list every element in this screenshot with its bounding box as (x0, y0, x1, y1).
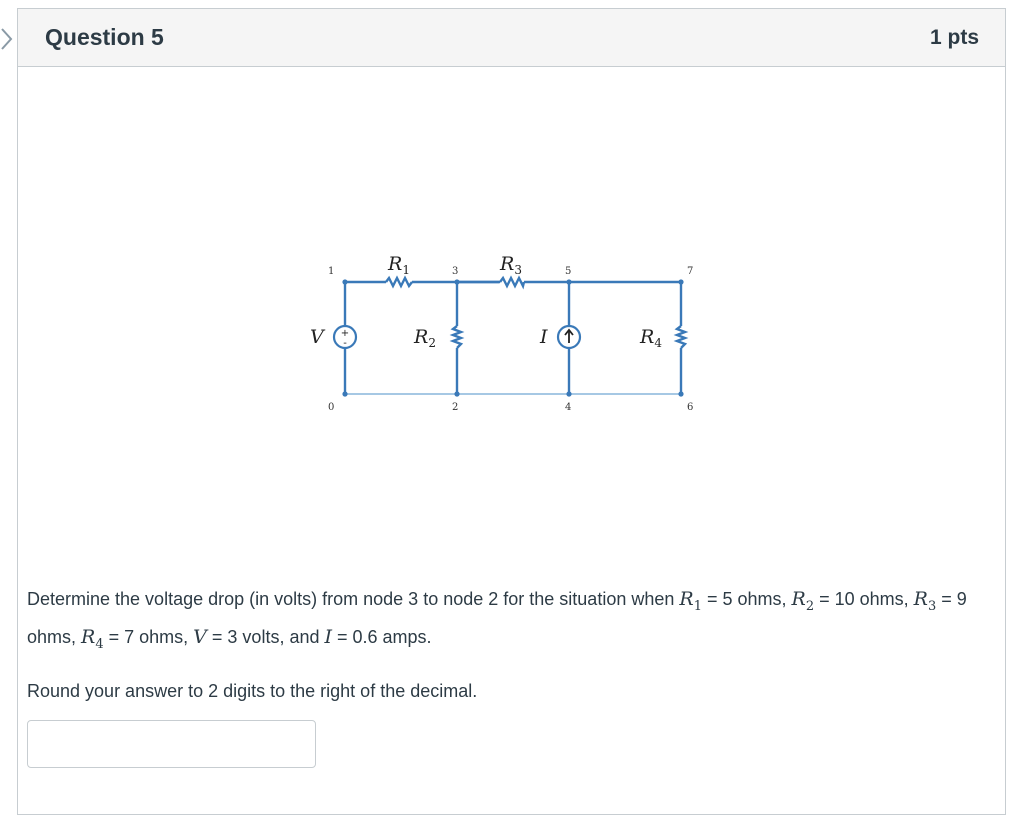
label-i: I (540, 326, 548, 348)
math-r3: $R_3$ (913, 588, 937, 614)
resistor-r4-icon (677, 326, 685, 348)
question-header (18, 9, 1005, 67)
circuit-diagram (290, 245, 710, 425)
node-dots (342, 279, 683, 396)
math-r4: $R_4$ (81, 625, 104, 652)
circuit-wires (345, 282, 681, 394)
node-label-4: 4 (565, 402, 572, 413)
label-r2: $R_2$ (414, 326, 436, 350)
resistor-r2-icon (453, 326, 461, 348)
node-label-0: 0 (328, 402, 335, 413)
resistor-r1-icon (386, 278, 412, 286)
question-instruction: Round your answer to 2 digits to the right of the decimal. (27, 680, 478, 701)
current-source-icon (558, 326, 580, 348)
node-label-5: 5 (565, 266, 572, 277)
question-text (27, 584, 967, 707)
node-label-6: 6 (687, 402, 694, 413)
node-label-2: 2 (452, 402, 459, 413)
math-i: I (324, 625, 332, 648)
node-label-3: 3 (452, 266, 459, 277)
label-r1: $R_1$ (388, 253, 410, 277)
node-label-7: 7 (687, 266, 694, 277)
node-label-1: 1 (328, 266, 335, 277)
chevron-right-icon[interactable] (0, 26, 14, 52)
voltage-source-icon (334, 326, 356, 349)
math-r2: $R_2$ (791, 588, 815, 614)
label-r3: $R_3$ (500, 253, 522, 277)
math-v: V (193, 625, 207, 648)
question-points: 1 pts (929, 25, 979, 49)
question-prompt: Determine the voltage drop (in volts) from node 3 to node 2 for the situation when $R_1 = 5$ ohms, $R_2 = 10$ ohms, $R_3 = 9$ ohms, $R_4 = 7$ ohms, V = 3 volts, and I = 0.6 amps. (27, 588, 967, 652)
label-v: V (310, 326, 324, 348)
svg-text:-: - (343, 338, 347, 349)
label-r4: $R_4$ (640, 326, 662, 350)
svg-text:+: + (340, 328, 350, 339)
question-title: Question 5 (45, 24, 164, 50)
resistor-r3-icon (500, 278, 524, 286)
answer-input[interactable] (27, 720, 316, 768)
math-r1: $R_1$ (679, 588, 702, 614)
